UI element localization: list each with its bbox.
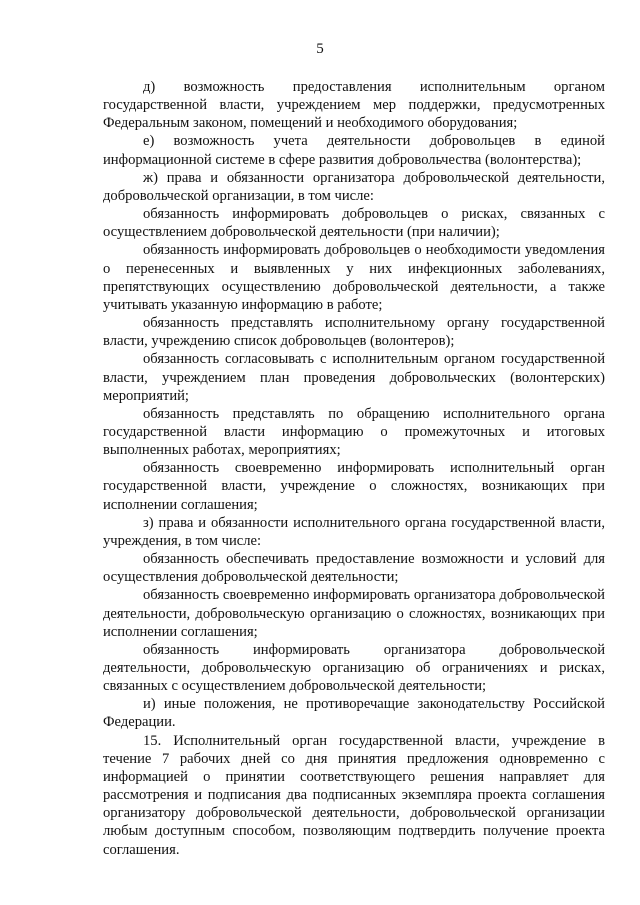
paragraph-z: з) права и обязанности исполнительного органа государственной власти, учреждения, в том числе: [103,514,605,549]
paragraph-zh-item-4: обязанность согласовывать с исполнительным органом государственной власти, учреждением план проведения добровольческих (волонтерских) мероприятий; [103,351,605,404]
paragraph-zh: ж) права и обязанности организатора добровольческой деятельности, добровольческой организации, в том числе: [103,169,605,204]
paragraph-z-item-1: обязанность обеспечивать предоставление возможности и условий для осуществления добровольческой деятельности; [103,551,605,586]
paragraph-zh-item-6: обязанность своевременно информировать исполнительный орган государственной власти, учреждение о сложностях, возникающих при исполнении соглашения; [103,460,605,513]
paragraph-15: 15. Исполнительный орган государственной власти, учреждение в течение 7 рабочих дней со дня принятия предложения одновременно с информацией о принятии соответствующего решения направляет для рассмотрения и подписания два подписанных экземпляра проекта соглашения организатору добровольческой деятельности, добровольческой организации любым доступным способом, позволяющим подтвердить получение проекта соглашения. [103,732,605,858]
paragraph-zh-item-3: обязанность представлять исполнительному органу государственной власти, учреждению список добровольцев (волонтеров); [103,315,605,350]
paragraph-i: и) иные положения, не противоречащие законодательству Российской Федерации. [103,696,605,731]
page-number: 5 [316,41,324,57]
paragraph-d: д) возможность предоставления исполнительным органом государственной власти, учреждением мер поддержки, предусмотренных Федеральным законом, помещений и необходимого оборудования; [103,79,605,132]
paragraph-z-item-2: обязанность своевременно информировать организатора добровольческой деятельности, добровольческую организацию о сложностях, возникающих при исполнении соглашения; [103,587,605,640]
paragraph-z-item-3: обязанность информировать организатора добровольческой деятельности, добровольческую организацию об ограничениях и рисках, связанных с осуществлением добровольческой деятельности; [103,641,605,695]
paragraph-zh-item-5: обязанность представлять по обращению исполнительного органа государственной власти информацию о промежуточных и итоговых выполненных работах, мероприятиях; [103,405,605,459]
paragraph-zh-item-2: обязанность информировать добровольцев о необходимости уведомления о перенесенных и выявленных у них инфекционных заболеваниях, препятствующих осуществлению добровольческой деятельности, а также учитывать указанную информацию в работе; [103,242,605,313]
paragraph-e: е) возможность учета деятельности добровольцев в единой информационной системе в сфере развития добровольчества (волонтерства); [103,133,605,168]
document-body [103,78,605,859]
paragraph-zh-item-1: обязанность информировать добровольцев о рисках, связанных с осуществлением добровольческой деятельности (при наличии); [103,206,605,241]
